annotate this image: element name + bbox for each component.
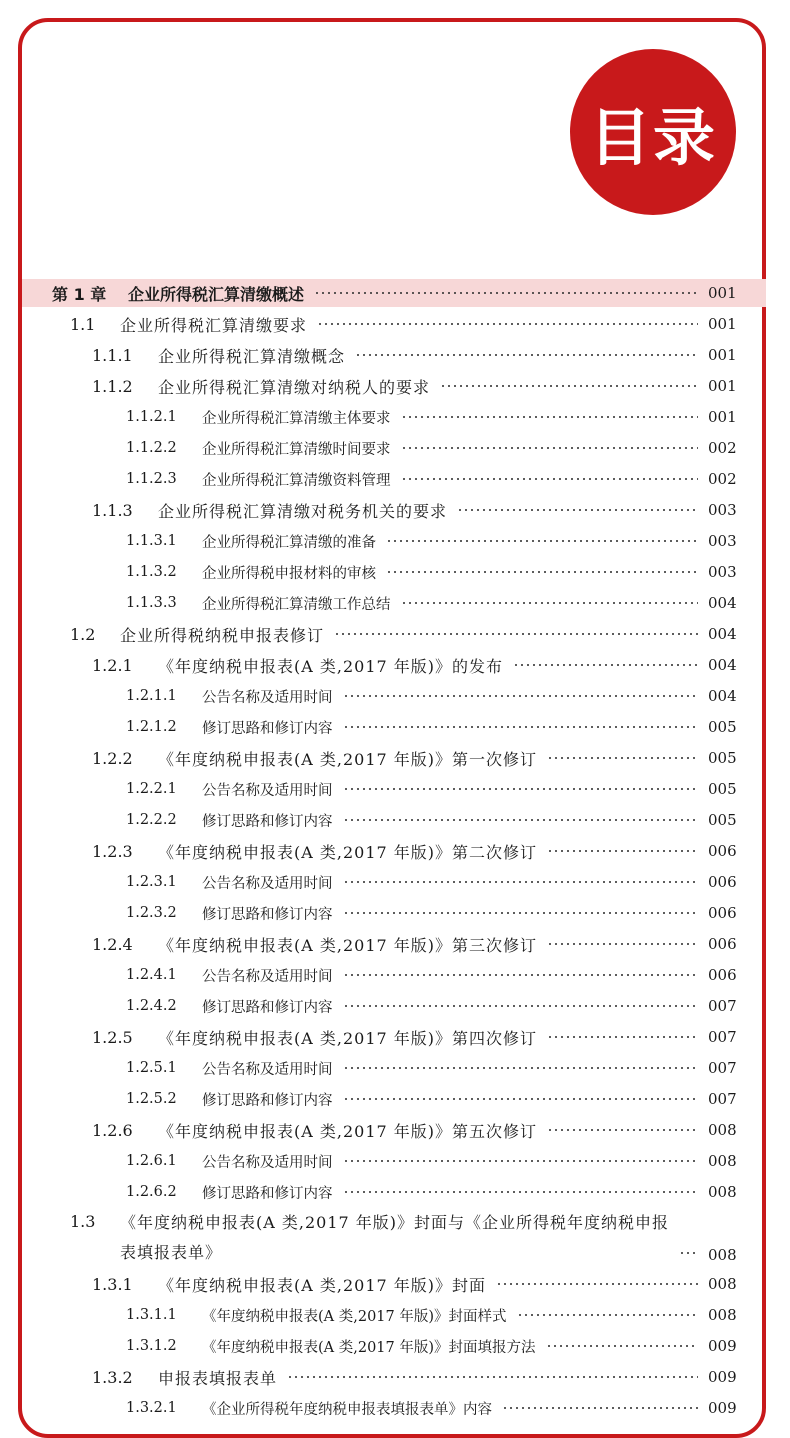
toc-page: 005 [708,749,737,767]
toc-entry-item[interactable] [22,806,766,834]
toc-title: 公告名称及适用时间 [202,1154,333,1171]
toc-number: 1.2.2.2 [126,812,177,828]
toc-entry-item[interactable] [22,713,766,741]
toc-title: 企业所得税汇算清缴概念 [158,346,346,366]
toc-title-line2: 表填报表单》 [120,1243,223,1262]
dot-leader [401,447,699,449]
toc-title: 《年度纳税申报表(A 类,2017 年版)》的发布 [158,656,504,676]
toc-title: 修订思路和修订内容 [202,720,333,737]
toc-page: 009 [708,1399,737,1417]
toc-entry-item[interactable] [22,992,766,1020]
toc-page: 007 [708,1028,737,1046]
toc-number: 1.1.1 [92,345,133,365]
toc-number: 1.1.2 [92,376,133,396]
toc-entry-item[interactable] [22,775,766,803]
toc-title: 企业所得税汇算清缴对纳税人的要求 [158,377,431,397]
toc-page: 005 [708,811,737,829]
toc-title: 申报表填报表单 [158,1368,278,1388]
toc-page: 005 [708,780,737,798]
toc-title: 《年度纳税申报表(A 类,2017 年版)》第三次修订 [158,935,538,955]
toc-entry-subsection[interactable] [22,341,766,369]
dot-leader [457,509,698,511]
toc-entry-item[interactable] [22,1394,766,1422]
toc-entry-section[interactable] [22,620,766,648]
toc-entry-subsection[interactable] [22,1116,766,1144]
toc-title: 企业所得税汇算清缴工作总结 [202,596,391,613]
toc-title: 公告名称及适用时间 [202,968,333,985]
toc-page: 009 [708,1368,737,1386]
toc-number: 1.2.4 [92,934,133,954]
dot-leader [401,416,699,418]
dot-leader [343,1067,699,1069]
dot-leader [386,540,698,542]
dot-leader [386,571,698,573]
toc-title: 公告名称及适用时间 [202,782,333,799]
toc-page: 003 [708,563,737,581]
dot-leader [314,292,698,294]
toc-number: 1.1.3.2 [126,564,177,580]
toc-title: 企业所得税申报材料的审核 [202,565,376,582]
toc-number: 1.1 [70,314,96,334]
toc-title: 修订思路和修订内容 [202,999,333,1016]
toc-number: 1.3 [70,1212,96,1231]
toc-page: 001 [708,408,737,426]
toc-number: 1.2.5 [92,1027,133,1047]
toc-page: 006 [708,966,737,984]
toc-page: 007 [708,1090,737,1108]
dot-leader [343,788,699,790]
toc-title: 修订思路和修订内容 [202,1092,333,1109]
toc-page: 004 [708,594,737,612]
toc-page: 004 [708,656,737,674]
dot-leader [547,757,698,759]
toc-page: 002 [708,439,737,457]
toc-entry-item[interactable] [22,1054,766,1082]
toc-number: 1.2.2 [92,748,133,768]
dot-leader [334,633,698,635]
toc-number: 1.2.1.2 [126,719,177,735]
toc-number: 1.2.1.1 [126,688,177,704]
toc-entry-section[interactable] [22,1208,766,1266]
dot-leader [343,1191,699,1193]
toc-entry-chapter[interactable] [22,279,766,307]
dot-leader [401,602,699,604]
toc-page: 006 [708,935,737,953]
toc-entry-subsection[interactable] [22,930,766,958]
toc-entry-item[interactable] [22,434,766,462]
toc-page: 008 [708,1121,737,1139]
dot-leader [547,1036,698,1038]
toc-page: 002 [708,470,737,488]
toc-entry-item[interactable] [22,1147,766,1175]
toc-number: 1.2.6 [92,1120,133,1140]
toc-page: 004 [708,625,737,643]
toc-page: 008 [708,1275,737,1293]
toc-title: 企业所得税汇算清缴资料管理 [202,472,391,489]
toc-entry-item[interactable] [22,403,766,431]
toc-number: 1.3.1.2 [126,1338,177,1354]
toc-number: 1.2.6.2 [126,1184,177,1200]
dot-leader [343,819,699,821]
toc-number: 1.3.1 [92,1274,133,1294]
toc-number: 1.2.3 [92,841,133,861]
toc-number: 1.3.2.1 [126,1400,177,1416]
toc-title: 企业所得税汇算清缴概述 [128,284,305,304]
toc-entry-subsection[interactable] [22,837,766,865]
toc-number: 1.2.4.2 [126,998,177,1014]
toc-page: 004 [708,687,737,705]
toc-entry-item[interactable] [22,961,766,989]
toc-title: 公告名称及适用时间 [202,1061,333,1078]
toc-page: 003 [708,532,737,550]
toc-number: 1.2.4.1 [126,967,177,983]
toc-entry-item[interactable] [22,1332,766,1360]
toc-entry-subsection[interactable] [22,496,766,524]
dot-leader [343,726,699,728]
toc-number: 1.1.2.2 [126,440,177,456]
toc-entry-item[interactable] [22,899,766,927]
toc-entry-item[interactable] [22,558,766,586]
toc-number: 1.2.1 [92,655,133,675]
toc-number: 1.2.2.1 [126,781,177,797]
toc-title: 《企业所得税年度纳税申报表填报表单》内容 [202,1401,492,1418]
toc-page: 006 [708,842,737,860]
toc-page: 003 [708,501,737,519]
toc-title: 修订思路和修订内容 [202,1185,333,1202]
toc-number: 第 1 章 [52,284,107,304]
dot-leader [547,850,698,852]
toc-title: 企业所得税汇算清缴的准备 [202,534,376,551]
dot-leader [343,1005,699,1007]
toc-number: 1.1.3.3 [126,595,177,611]
toc-number: 1.2 [70,624,96,644]
toc-entry-subsection[interactable] [22,1270,766,1298]
toc-badge: 目录 [570,49,736,215]
toc-number: 1.2.5.1 [126,1060,177,1076]
toc-number: 1.1.3 [92,500,133,520]
toc-number: 1.1.2.3 [126,471,177,487]
toc-page: 001 [708,346,737,364]
dot-leader [440,385,698,387]
toc-title: 企业所得税汇算清缴主体要求 [202,410,391,427]
toc-number: 1.3.2 [92,1367,133,1387]
dot-leader [513,664,698,666]
toc-entry-item[interactable] [22,868,766,896]
toc-title: 企业所得税纳税申报表修订 [120,625,325,645]
dot-leader [496,1283,698,1285]
toc-number: 1.1.3.1 [126,533,177,549]
toc-page: 006 [708,904,737,922]
toc-page: 008 [708,1306,737,1324]
toc-entry-item[interactable] [22,1301,766,1329]
toc-entry-subsection[interactable] [22,372,766,400]
toc-title: 企业所得税汇算清缴对税务机关的要求 [158,501,448,521]
toc-page: 008 [708,1246,737,1264]
toc-page: 008 [708,1183,737,1201]
dot-leader [517,1314,698,1316]
toc-number: 1.2.6.1 [126,1153,177,1169]
toc-page: 006 [708,873,737,891]
dot-leader [547,1129,698,1131]
toc-entry-item[interactable] [22,465,766,493]
dot-leader [343,974,699,976]
toc-page: 005 [708,718,737,736]
toc-title: 修订思路和修订内容 [202,813,333,830]
dot-leader [287,1376,698,1378]
toc-page: 008 [708,1152,737,1170]
toc-page: 001 [708,284,737,302]
toc-title: 修订思路和修订内容 [202,906,333,923]
toc-title: 《年度纳税申报表(A 类,2017 年版)》封面填报方法 [202,1339,536,1356]
toc-entry-item[interactable] [22,682,766,710]
toc-title: 企业所得税汇算清缴时间要求 [202,441,391,458]
toc-title: 《年度纳税申报表(A 类,2017 年版)》封面 [158,1275,487,1295]
dot-leader [343,881,699,883]
toc-page: 007 [708,1059,737,1077]
toc-page: 001 [708,315,737,333]
toc-entry-item[interactable] [22,527,766,555]
toc-number: 1.2.3.2 [126,905,177,921]
toc-title-line1: 《年度纳税申报表(A 类,2017 年版)》封面与《企业所得税年度纳税申报 [120,1213,670,1232]
toc-number: 1.2.3.1 [126,874,177,890]
toc-entry-subsection[interactable] [22,1363,766,1391]
toc-entry-item[interactable] [22,1178,766,1206]
toc-page: 009 [708,1337,737,1355]
dot-leader [679,1252,698,1254]
dot-leader [343,912,699,914]
toc-title: 公告名称及适用时间 [202,689,333,706]
dot-leader [343,1160,699,1162]
toc-number: 1.1.2.1 [126,409,177,425]
toc-page: 007 [708,997,737,1015]
toc-title [120,1208,669,1268]
toc-title: 《年度纳税申报表(A 类,2017 年版)》第四次修订 [158,1028,538,1048]
dot-leader [343,695,699,697]
dot-leader [355,354,698,356]
dot-leader [317,323,698,325]
toc-entry-item[interactable] [22,1085,766,1113]
toc-entry-section[interactable] [22,310,766,338]
toc-title: 公告名称及适用时间 [202,875,333,892]
toc-entry-item[interactable] [22,589,766,617]
toc-number: 1.2.5.2 [126,1091,177,1107]
toc-title: 《年度纳税申报表(A 类,2017 年版)》第二次修订 [158,842,538,862]
dot-leader [502,1407,698,1409]
dot-leader [546,1345,698,1347]
dot-leader [343,1098,699,1100]
toc-title: 《年度纳税申报表(A 类,2017 年版)》第五次修订 [158,1121,538,1141]
toc-title: 企业所得税汇算清缴要求 [120,315,308,335]
toc-entry-subsection[interactable] [22,744,766,772]
toc-entry-subsection[interactable] [22,651,766,679]
toc-title: 《年度纳税申报表(A 类,2017 年版)》封面样式 [202,1308,507,1325]
toc-page: 001 [708,377,737,395]
toc-title: 《年度纳税申报表(A 类,2017 年版)》第一次修订 [158,749,538,769]
dot-leader [547,943,698,945]
dot-leader [401,478,699,480]
toc-number: 1.3.1.1 [126,1307,177,1323]
toc-entry-subsection[interactable] [22,1023,766,1051]
